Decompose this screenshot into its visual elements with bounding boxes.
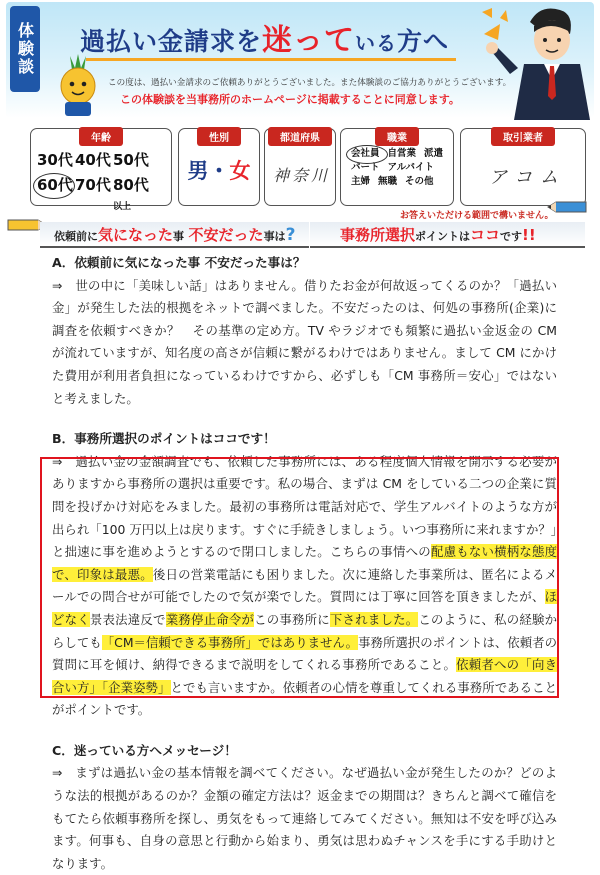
age-option[interactable]: 40代 (75, 151, 111, 169)
consent-text: この体験談を当事務所のホームページに掲載することに同意します。 (120, 93, 460, 106)
text-segment: 事務所選択のポイントは、依頼者の質問に耳を傾け、納得できるまで説明をしてくれる事務所であること。 (52, 634, 558, 673)
pencil-icon (546, 196, 590, 218)
gender-box (178, 128, 260, 206)
job-option[interactable]: 自営業 (387, 148, 417, 159)
section-text-a: ⇒ 世の中に「美味しい話」はありません。借りたお金が何故返ってくるのか？「過払い金」が発生した法的根拠をネットで調べました。不安だったのは、何処の事務所(企業)に調査を依頼すべきか？ その基準の定め方。TV やラジオでも頻繁に過払い金返金の CM が流れていますが、知名度の高さが信頼に繋がるわけではありません。まして CM にかけた費用が利用者負担になっているわけですから、必ずしも「CM 事務所＝安心」ではないと考えました。 (52, 277, 557, 406)
age-box (30, 128, 172, 212)
highlighted-phrase: 配慮もない横柄な態度で、印象は最悪。 (52, 544, 558, 582)
banner-points (310, 222, 585, 248)
title-underline (86, 58, 456, 61)
age-suffix: 以上 (113, 202, 132, 212)
banner-text: ポイントは (415, 229, 471, 243)
text-segment: 後日の営業電話にも困りました。次に連絡した事業所は、匿名によるメールでの問合せが可能でしたので気が楽でした。質問には丁寧に回答を頂きましたが、 (52, 566, 557, 605)
banner-text: です (500, 229, 523, 243)
job-label: 職業 (375, 127, 419, 146)
job-option[interactable]: その他 (405, 176, 434, 187)
text-segment: このように、私の経験からしても (52, 611, 558, 650)
title-part: いる (355, 31, 398, 55)
intro-text: この度は、過払い金請求のご依頼ありがとうございました。また体験談のご協力ありがとうございます。 (108, 78, 512, 88)
job-option[interactable]: 主婦 (351, 176, 371, 187)
tag-label: 体験談 (10, 6, 40, 92)
gender-label: 性別 (197, 127, 241, 146)
banner-text: 事は (263, 229, 286, 243)
lender-value: アコム (489, 167, 567, 188)
job-option[interactable]: 会社員 (351, 148, 380, 159)
age-option[interactable]: 30代 (37, 151, 73, 169)
gender-male-option[interactable]: 男 (187, 159, 209, 183)
highlighted-phrase: 「CM＝信頼できる事務所」ではありません。 (101, 634, 359, 650)
header (0, 0, 600, 246)
banner-text: 事務所選択 (340, 225, 416, 244)
job-option[interactable]: 無職 (378, 176, 398, 187)
banner-text: ココ (470, 225, 501, 244)
page-title (80, 14, 480, 60)
selection-circle (33, 173, 75, 199)
note-text: お答えいただける範囲で構いません。 (400, 211, 554, 221)
job-option[interactable]: アルバイト (387, 162, 434, 173)
banner-text: !! (522, 225, 536, 244)
banner-text: 不安だった (188, 225, 264, 244)
highlighted-phrase: 依頼者への「向き合い方」「企業姿勢」 (52, 657, 557, 695)
prefecture-label: 都道府県 (268, 127, 332, 146)
job-option[interactable]: パート (351, 162, 380, 173)
job-box (340, 128, 454, 206)
title-highlight: 迷って (262, 23, 356, 58)
section-text-c: ⇒ まずは過払い金の基本情報を調べてください。なぜ過払い金が発生したのか？どのような法的根拠があるのか？金額の確定方法は？返金までの期間は？きちんと調べて確信をもてたら依頼事務所を探し、勇気をもって連絡してみてください。無知は不安を呼び込みます。何事も、自身の意思と行動から始まり、勇気は思わぬチャンスを手にする手助けとなります。 (52, 765, 557, 871)
pineapple-mascot-icon (48, 52, 108, 120)
gender-separator: ・ (208, 159, 230, 183)
highlighted-phrase: 下されました。 (329, 611, 419, 627)
section-title-a: A．依頼前に気になった事 不安だった事は？ (52, 255, 306, 270)
emphasis-box (40, 457, 559, 698)
banner-text: 気になった (98, 225, 174, 244)
gender-options (179, 155, 259, 185)
banner-worries (40, 222, 309, 248)
lender-box (460, 128, 586, 206)
lender-label: 取引業者 (491, 127, 555, 146)
prefecture-box (264, 128, 336, 206)
title-part: 過払い金請求を (80, 27, 263, 56)
age-label: 年齢 (79, 127, 123, 146)
selection-circle (346, 145, 388, 164)
text-segment: 景表法違反で (89, 611, 166, 627)
section-title-b: B．事務所選択のポイントはココです！ (52, 431, 276, 447)
prefecture-value: 神奈川 (273, 166, 331, 185)
banner-text: ? (285, 224, 296, 245)
businessman-illustration-icon (470, 4, 596, 120)
age-option[interactable]: 50代 (113, 151, 149, 169)
age-option-label: 80代 (113, 176, 149, 194)
banner-text: 依頼前に (54, 229, 98, 243)
gender-female-option[interactable]: 女 (229, 159, 251, 183)
title-part: 方へ (397, 27, 450, 56)
text-segment: とでも言いますか。依頼者の心情を尊重してくれる事務所であることがポイントです。 (52, 679, 557, 718)
age-option[interactable]: 70代 (75, 176, 111, 194)
age-option[interactable]: 60代 (37, 176, 73, 194)
highlighted-phrase: ほどなく (52, 589, 557, 627)
text-segment: ⇒ 過払い金の金額調査でも、依頼した事務所には、ある程度個人情報を開示する必要がありますから事務所の選択は重要です。私の場合、まずは CM をしている二つの企業に質問を投げかけ対応をみました。最初の事務所は電話対応で、学生アルバイトのような方が出られ「100 万円以上は戻ります。すぐに手続きしましょう。いつ事務所に来れますか？」と拙速に事を進めようとするので閉口しました。こちらの事情への (52, 453, 557, 560)
text-segment: この事務所に (254, 611, 330, 627)
banner-text: 事 (173, 229, 185, 243)
section-title-c: C．迷っている方へメッセージ！ (52, 742, 237, 758)
age-option[interactable] (113, 174, 151, 213)
highlighted-phrase: 業務停止命令が (165, 611, 255, 627)
job-option[interactable]: 派遣 (424, 148, 444, 159)
